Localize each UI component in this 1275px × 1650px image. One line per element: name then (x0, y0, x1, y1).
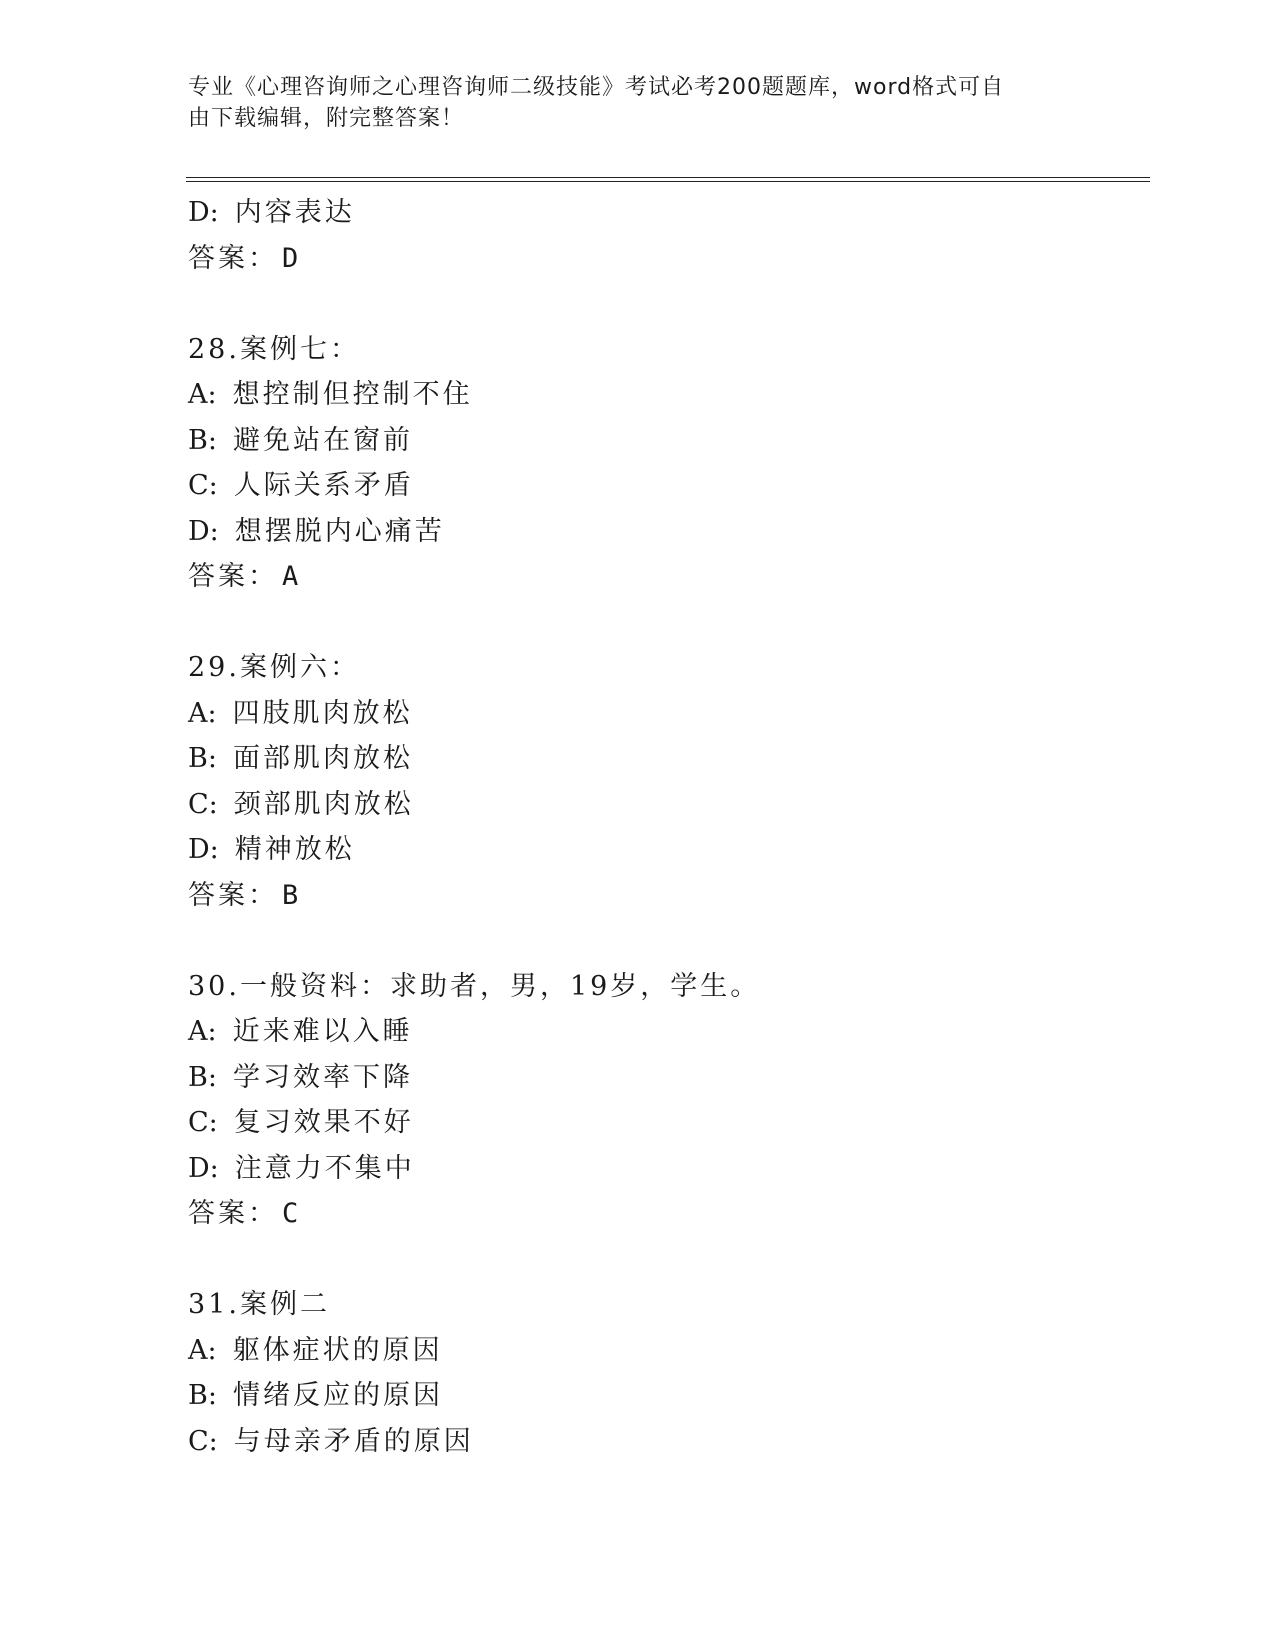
option-d: D: 想摆脱内心痛苦 (188, 515, 445, 547)
option-b: B: 学习效率下降 (188, 1061, 413, 1093)
option-c: C: 复习效果不好 (188, 1107, 414, 1138)
answer-line: 答案： A (188, 561, 302, 592)
option-c: C: 人际关系矛盾 (188, 470, 414, 501)
option-a: A: 近来难以入睡 (188, 1016, 413, 1047)
answer-line: 答案： B (188, 879, 302, 911)
header-line-2: 由下载编辑，附完整答案！ (188, 106, 465, 131)
option-d: D: 注意力不集中 (188, 1152, 415, 1184)
option-b: B: 面部肌肉放松 (188, 743, 413, 774)
option-c: C: 颈部肌肉放松 (188, 788, 414, 820)
document-header (188, 72, 1068, 134)
header-divider-bottom (186, 181, 1150, 182)
option-d: D: 精神放松 (188, 834, 355, 865)
question-stem: 28.案例七： (188, 333, 360, 365)
question-list (188, 190, 1148, 1464)
option-a: A: 四肢肌肉放松 (188, 697, 413, 729)
option-a: A: 想控制但控制不住 (188, 379, 473, 410)
option-b: B: 情绪反应的原因 (188, 1380, 443, 1411)
question-stem: 29.案例六： (188, 652, 360, 683)
question-stem: 30.一般资料：求助者，男，19岁，学生。 (188, 970, 761, 1002)
option-d: D: 内容表达 (188, 197, 355, 228)
question-stem: 31.案例二 (188, 1289, 330, 1320)
answer-line: 答案： C (188, 1198, 302, 1229)
header-line-1: 专业《心理咨询师之心理咨询师二级技能》考试必考200题题库，word格式可自 (188, 75, 1005, 100)
header-divider-top (186, 177, 1150, 178)
option-a: A: 躯体症状的原因 (188, 1334, 443, 1366)
answer-line: 答案： D (188, 242, 302, 274)
option-c: C: 与母亲矛盾的原因 (188, 1425, 474, 1457)
option-b: B: 避免站在窗前 (188, 424, 413, 456)
